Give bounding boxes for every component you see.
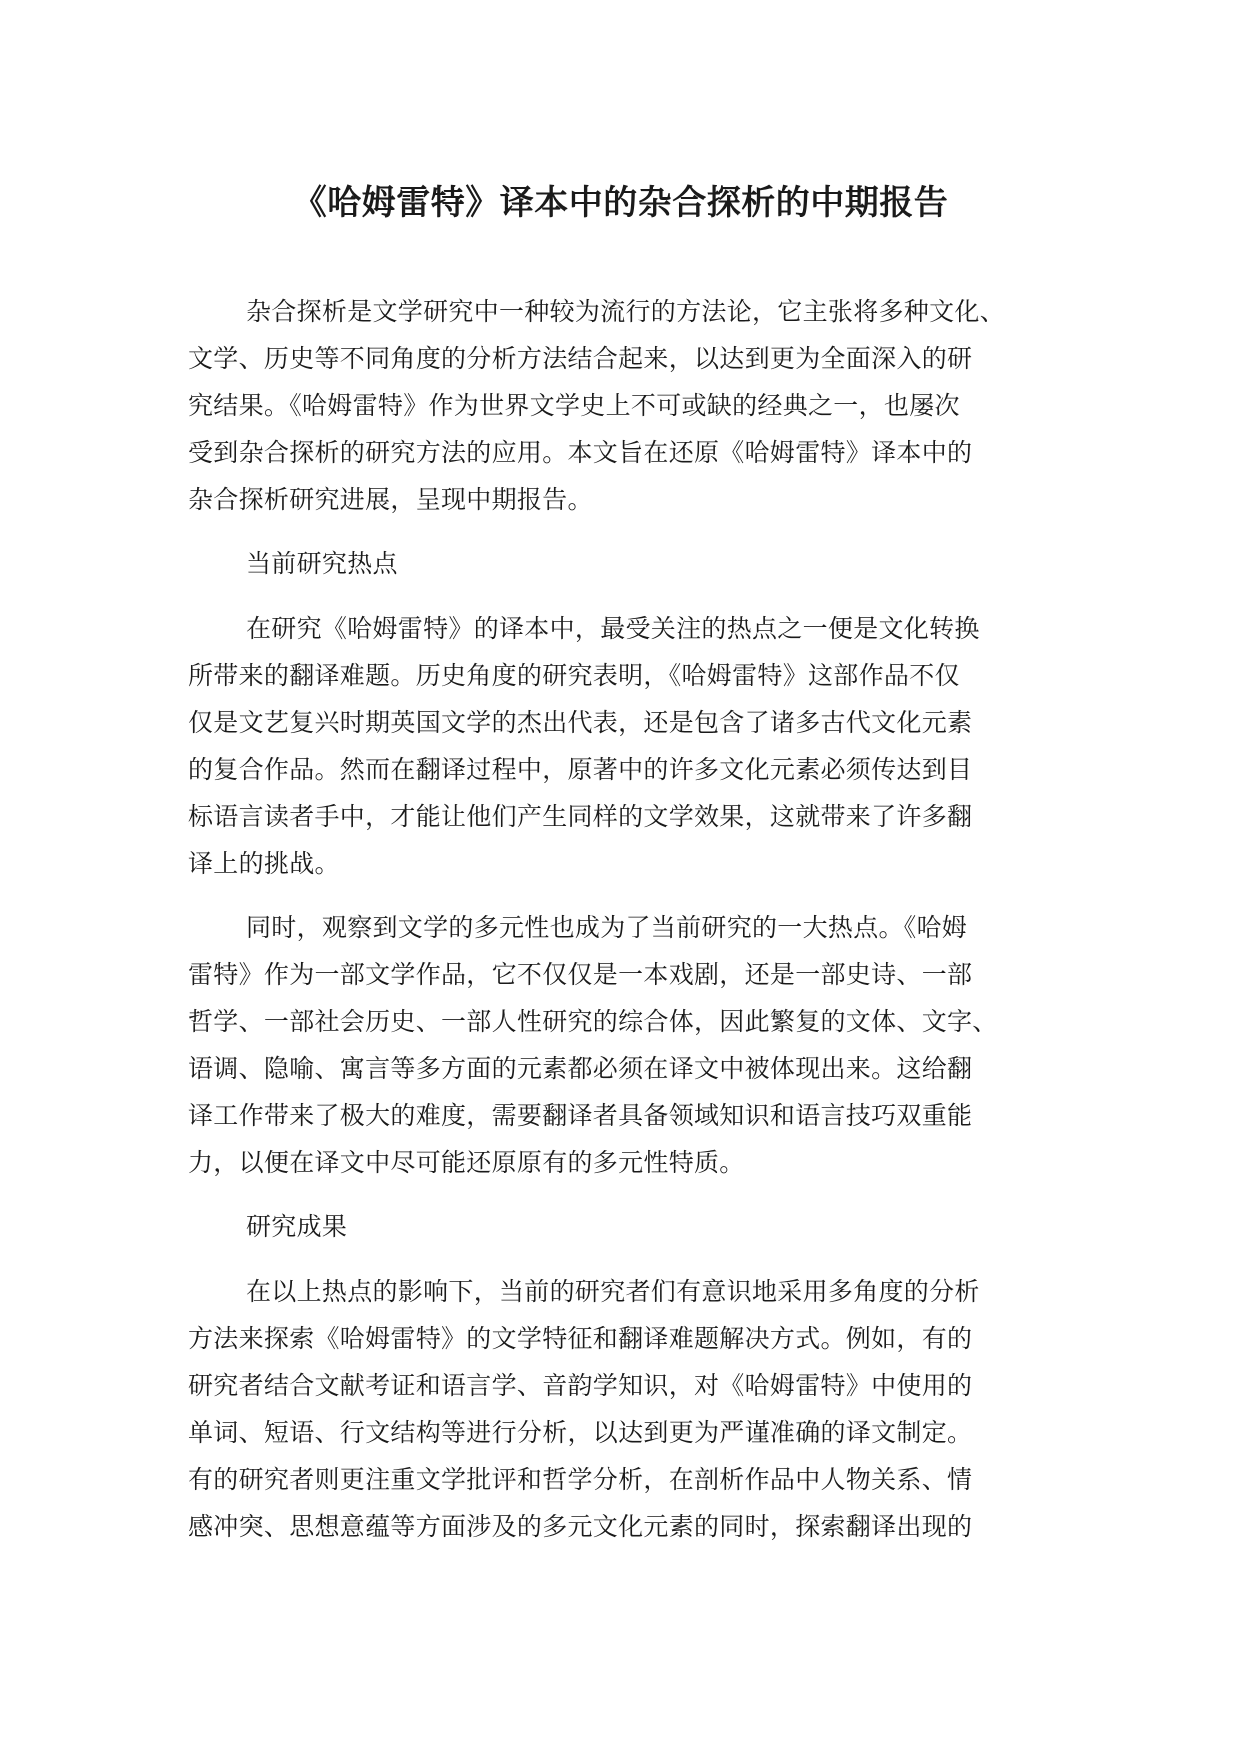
paragraph-line: 文学、历史等不同角度的分析方法结合起来，以达到更为全面深入的研: [188, 344, 973, 373]
paragraph-line: 同时，观察到文学的多元性也成为了当前研究的一大热点。《哈姆: [246, 913, 968, 942]
paragraph-line: 杂合探析是文学研究中一种较为流行的方法论，它主张将多种文化、: [246, 297, 1006, 326]
paragraph-line: 仅是文艺复兴时期英国文学的杰出代表，还是包含了诸多古代文化元素: [188, 708, 973, 737]
paragraph-line: 究结果。《哈姆雷特》作为世界文学史上不可或缺的经典之一，也屡次: [188, 391, 960, 420]
paragraph-line: 语调、隐喻、寓言等多方面的元素都必须在译文中被体现出来。这给翻: [188, 1054, 973, 1083]
paragraph-line: 所带来的翻译难题。历史角度的研究表明，《哈姆雷特》这部作品不仅: [188, 661, 960, 690]
paragraph-line: 标语言读者手中，才能让他们产生同样的文学效果，这就带来了许多翻: [188, 802, 973, 831]
paragraph-line: 方法来探索《哈姆雷特》的文学特征和翻译难题解决方式。例如，有的: [188, 1324, 973, 1353]
paragraph-line: 研究者结合文献考证和语言学、音韵学知识，对《哈姆雷特》中使用的: [188, 1371, 973, 1400]
paragraph-line: 译上的挑战。: [188, 849, 340, 878]
paragraph-line: 在以上热点的影响下，当前的研究者们有意识地采用多角度的分析: [246, 1277, 980, 1306]
paragraph-line: 感冲突、思想意蕴等方面涉及的多元文化元素的同时，探索翻译出现的: [188, 1512, 973, 1541]
paragraph-line: 有的研究者则更注重文学批评和哲学分析，在剖析作品中人物关系、情: [188, 1465, 973, 1494]
paragraph-line: 在研究《哈姆雷特》的译本中，最受关注的热点之一便是文化转换: [246, 614, 980, 643]
paragraph-line: 力，以便在译文中尽可能还原原有的多元性特质。: [188, 1148, 745, 1177]
paragraph-line: 受到杂合探析的研究方法的应用。本文旨在还原《哈姆雷特》译本中的: [188, 438, 973, 467]
paragraph-line: 雷特》作为一部文学作品，它不仅仅是一本戏剧，还是一部史诗、一部: [188, 960, 973, 989]
document-title: 《哈姆雷特》译本中的杂合探析的中期报告: [292, 183, 949, 223]
paragraph-line: 的复合作品。然而在翻译过程中，原著中的许多文化元素必须传达到目: [188, 755, 973, 784]
paragraph-line: 哲学、一部社会历史、一部人性研究的综合体，因此繁复的文体、文字、: [188, 1007, 998, 1036]
paragraph-line: 译工作带来了极大的难度，需要翻译者具备领域知识和语言技巧双重能: [188, 1101, 973, 1130]
paragraph-line: 杂合探析研究进展，呈现中期报告。: [188, 485, 593, 514]
section-heading: 当前研究热点: [246, 549, 398, 578]
paragraph-line: 单词、短语、行文结构等进行分析，以达到更为严谨准确的译文制定。: [188, 1418, 973, 1447]
section-heading: 研究成果: [246, 1212, 348, 1241]
